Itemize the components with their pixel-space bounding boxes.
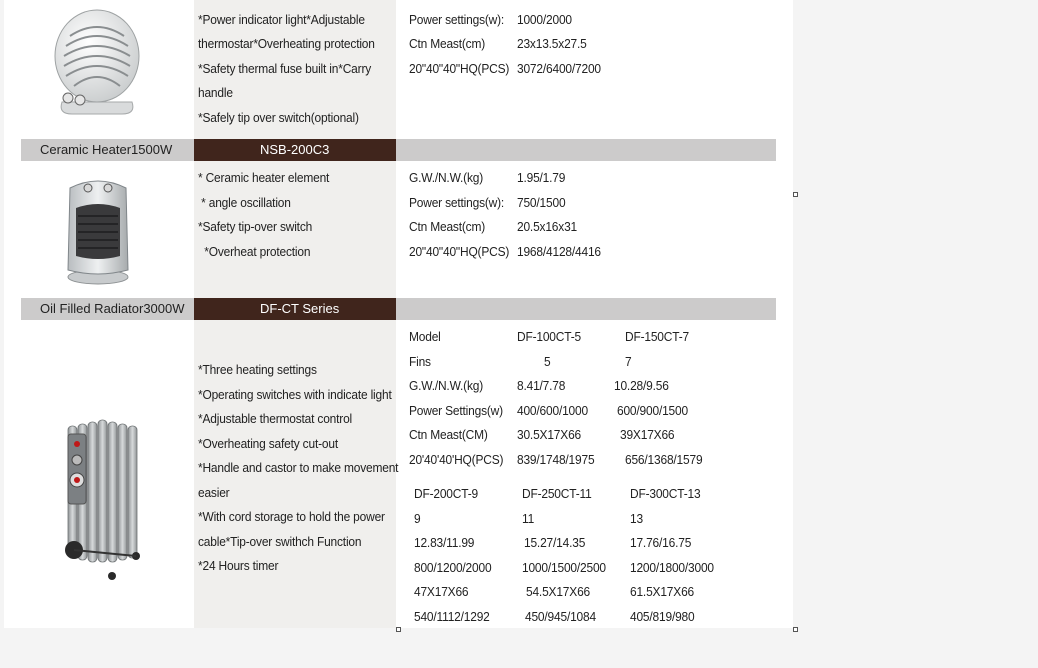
resize-handle-right[interactable] — [793, 192, 798, 197]
feature-line: *Operating switches with indicate light — [198, 387, 392, 402]
spec-value: 23x13.5x27.5 — [517, 36, 587, 51]
feature-line: * angle oscillation — [198, 195, 291, 210]
spec-value: 656/1368/1579 — [625, 452, 703, 467]
spec-value: 9 — [414, 511, 421, 526]
spec-value: 54.5X17X66 — [526, 584, 591, 599]
spec-label: 20"40"40"HQ(PCS) — [409, 61, 510, 76]
spec-value: 3072/6400/7200 — [517, 61, 601, 76]
spec-label: 20'40'40'HQ(PCS) — [409, 452, 504, 467]
spec-label: Power settings(w): — [409, 195, 505, 210]
product-model: NSB-200C3 — [260, 142, 330, 157]
spec-label: Power settings(w): — [409, 12, 505, 27]
feature-line: *Overheating safety cut-out — [198, 436, 338, 451]
spec-value: 1968/4128/4416 — [517, 244, 601, 259]
spec-value: 800/1200/2000 — [414, 560, 492, 575]
feature-line: cable*Tip-over swithch Function — [198, 534, 362, 549]
spec-label: Fins — [409, 354, 431, 369]
spec-value: 13 — [630, 511, 643, 526]
spec-value: 7 — [625, 354, 632, 369]
spec-value: 10.28/9.56 — [614, 378, 669, 393]
feature-line: * Ceramic heater element — [198, 170, 330, 185]
spec-value: 5 — [544, 354, 551, 369]
oil-radiator-image — [62, 416, 144, 582]
spec-label: 20"40"40"HQ(PCS) — [409, 244, 510, 259]
header-band-filler — [396, 298, 776, 320]
feature-line: *Safely tip over switch(optional) — [198, 110, 359, 125]
spec-value: 839/1748/1975 — [517, 452, 595, 467]
feature-line: *Safety thermal fuse built in*Carry — [198, 61, 372, 76]
spec-value: 30.5X17X66 — [517, 427, 582, 442]
spec-value: 1000/1500/2500 — [522, 560, 606, 575]
spec-value: 400/600/1000 — [517, 403, 588, 418]
feature-line: *Overheat protection — [198, 244, 311, 259]
spec-value: 540/1112/1292 — [414, 609, 490, 624]
feature-line: *24 Hours timer — [198, 558, 279, 573]
feature-line: *Adjustable thermostat control — [198, 411, 353, 426]
spec-value: 450/945/1084 — [525, 609, 596, 624]
spec-value: 11 — [522, 511, 535, 526]
spec-value: 1.95/1.79 — [517, 170, 566, 185]
spec-value: 12.83/11.99 — [414, 535, 475, 550]
header-band-filler — [396, 139, 776, 161]
spec-value: DF-200CT-9 — [414, 486, 478, 501]
spec-value: DF-150CT-7 — [625, 329, 689, 344]
spec-label: G.W./N.W.(kg) — [409, 378, 484, 393]
spec-value: 405/819/980 — [630, 609, 695, 624]
product-name: Oil Filled Radiator3000W — [40, 301, 185, 316]
spec-value: 1200/1800/3000 — [630, 560, 714, 575]
spec-value: 20.5x16x31 — [517, 219, 578, 234]
feature-line: *Power indicator light*Adjustable — [198, 12, 365, 27]
spec-label: Power Settings(w) — [409, 403, 503, 418]
spec-value: DF-100CT-5 — [517, 329, 581, 344]
ceramic-heater-image — [64, 174, 132, 286]
spec-label: G.W./N.W.(kg) — [409, 170, 484, 185]
resize-handle-bottom[interactable] — [396, 627, 401, 632]
spec-value: 47X17X66 — [414, 584, 469, 599]
spec-value: 1000/2000 — [517, 12, 572, 27]
feature-line: thermostar*Overheating protection — [198, 36, 375, 51]
spec-label: Model — [409, 329, 441, 344]
spec-value: 61.5X17X66 — [630, 584, 695, 599]
product-name: Ceramic Heater1500W — [40, 142, 173, 157]
feature-line: *Safety tip-over switch — [198, 219, 313, 234]
feature-line: easier — [198, 485, 230, 500]
feature-line: *Three heating settings — [198, 362, 317, 377]
spec-value: 8.41/7.78 — [517, 378, 566, 393]
spec-label: Ctn Meast(cm) — [409, 36, 486, 51]
spec-value: 39X17X66 — [620, 427, 675, 442]
spec-label: Ctn Meast(CM) — [409, 427, 488, 442]
feature-line: handle — [198, 85, 233, 100]
spec-value: DF-250CT-11 — [522, 486, 592, 501]
spec-label: Ctn Meast(cm) — [409, 219, 486, 234]
spec-value: 17.76/16.75 — [630, 535, 692, 550]
spec-value: 600/900/1500 — [617, 403, 688, 418]
fan-heater-image — [52, 6, 142, 116]
product-model: DF-CT Series — [260, 301, 340, 316]
spec-value: 15.27/14.35 — [524, 535, 586, 550]
spec-value: DF-300CT-13 — [630, 486, 701, 501]
spec-value: 750/1500 — [517, 195, 566, 210]
resize-handle-corner[interactable] — [793, 627, 798, 632]
feature-line: *With cord storage to hold the power — [198, 509, 385, 524]
feature-line: *Handle and castor to make movement — [198, 460, 399, 475]
